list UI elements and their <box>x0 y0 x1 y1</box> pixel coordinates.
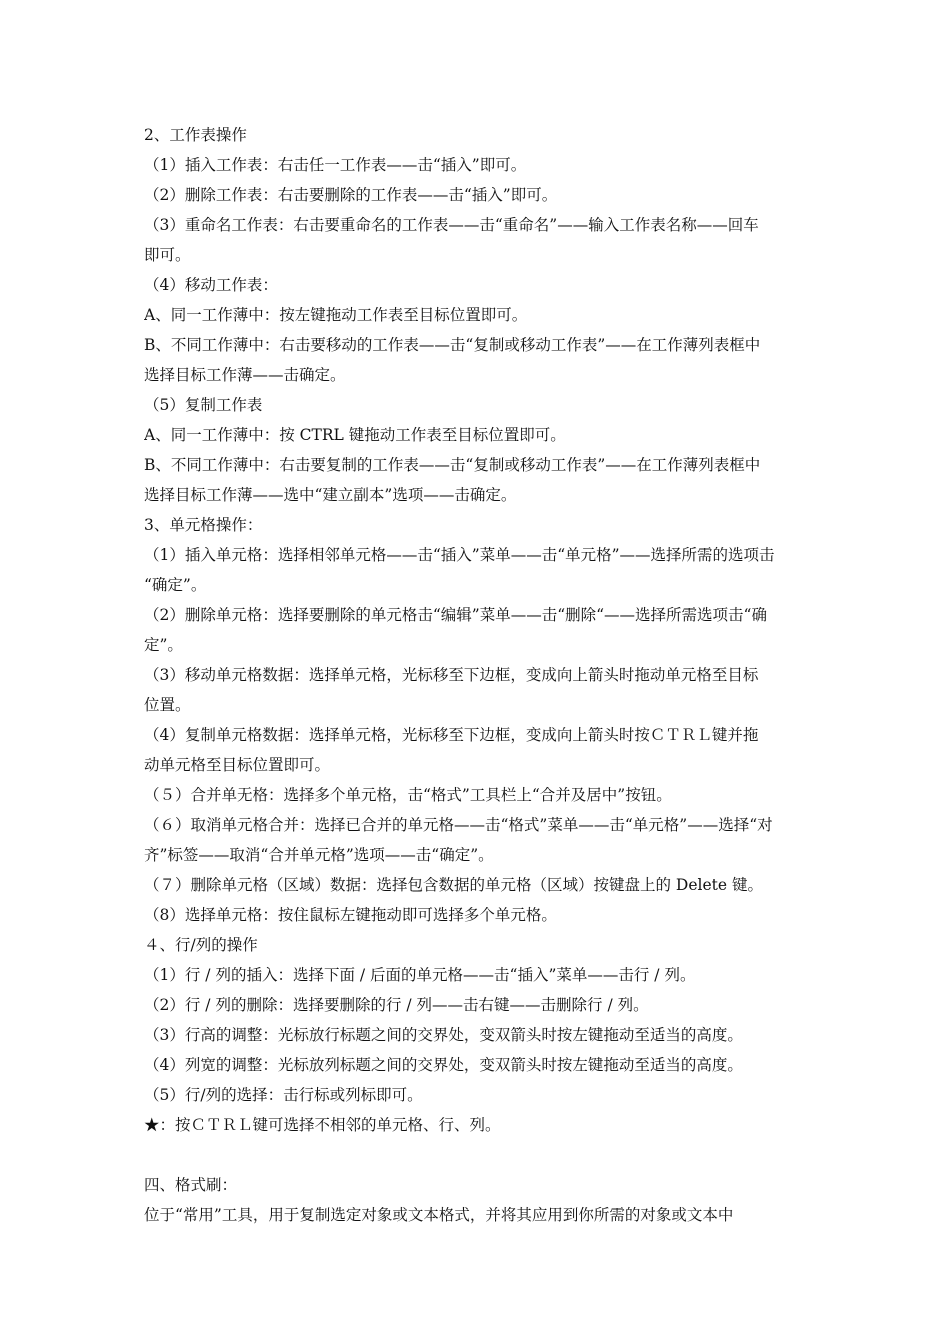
text-line: （2）删除工作表：右击要删除的工作表——击“插入”即可。 <box>144 186 558 204</box>
text-line: （７）删除单元格（区域）数据：选择包含数据的单元格（区域）按键盘上的 Delete 键。 <box>144 876 763 894</box>
text-line: （3）重命名工作表：右击要重命名的工作表——击“重命名”——输入工作表名称——回车 <box>144 216 759 234</box>
text-line: （６）取消单元格合并：选择已合并的单元格——击“格式”菜单——击“单元格”——选择“对 <box>144 816 773 834</box>
text-line: （５）合并单无格：选择多个单元格，击“格式”工具栏上“合并及居中”按钮。 <box>144 786 672 804</box>
text-line: （1）插入单元格：选择相邻单元格——击“插入”菜单——击“单元格”——选择所需的选项击 <box>144 546 775 564</box>
text-line: （3）行高的调整：光标放行标题之间的交界处，变双箭头时按左键拖动至适当的高度。 <box>144 1026 743 1044</box>
text-line: （8）选择单元格：按住鼠标左键拖动即可选择多个单元格。 <box>144 906 557 924</box>
document-content <box>144 120 810 1230</box>
text-line: （3）移动单元格数据：选择单元格，光标移至下边框，变成向上箭头时拖动单元格至目标 <box>144 666 759 684</box>
text-line: 位于“常用”工具，用于复制选定对象或文本格式，并将其应用到你所需的对象或文本中 <box>144 1206 734 1224</box>
text-line: （4）复制单元格数据：选择单元格，光标移至下边框，变成向上箭头时按ＣＴＲＬ键并拖 <box>144 726 759 744</box>
text-line: ★：按ＣＴＲＬ键可选择不相邻的单元格、行、列。 <box>144 1116 501 1134</box>
text-line: 选择目标工作薄——击确定。 <box>144 366 346 384</box>
text-line: B、不同工作薄中：右击要移动的工作表——击“复制或移动工作表”——在工作薄列表框中 <box>144 336 761 354</box>
paragraph-gap <box>144 1140 810 1170</box>
text-line: （4）移动工作表： <box>144 276 278 294</box>
text-line: B、不同工作薄中：右击要复制的工作表——击“复制或移动工作表”——在工作薄列表框中 <box>144 456 761 474</box>
section-heading: 四、格式刷： <box>144 1176 238 1194</box>
text-line: 2、工作表操作 <box>144 126 247 144</box>
text-line: 动单元格至目标位置即可。 <box>144 756 331 774</box>
text-line: （5）行/列的选择：击行标或列标即可。 <box>144 1086 423 1104</box>
text-line: （4）列宽的调整：光标放列标题之间的交界处，变双箭头时按左键拖动至适当的高度。 <box>144 1056 743 1074</box>
text-line: A、同一工作薄中：按左键拖动工作表至目标位置即可。 <box>144 306 528 324</box>
text-line: 位置。 <box>144 696 191 714</box>
text-line: 即可。 <box>144 246 191 264</box>
text-line: ４、行/列的操作 <box>144 936 258 954</box>
text-line: （5）复制工作表 <box>144 396 263 414</box>
text-line: A、同一工作薄中：按 CTRL 键拖动工作表至目标位置即可。 <box>144 426 566 444</box>
text-line: 3、单元格操作： <box>144 516 263 534</box>
text-line: （1）插入工作表：右击任一工作表——击“插入”即可。 <box>144 156 527 174</box>
text-line: 定”。 <box>144 636 183 654</box>
text-line: （1）行 / 列的插入：选择下面 / 后面的单元格——击“插入”菜单——击行 / 列。 <box>144 966 696 984</box>
text-line: 选择目标工作薄——选中“建立副本”选项——击确定。 <box>144 486 517 504</box>
text-line: 齐”标签——取消“合并单元格”选项——击“确定”。 <box>144 846 494 864</box>
text-line: （2）行 / 列的删除：选择要删除的行 / 列——击右键——击删除行 / 列。 <box>144 996 649 1014</box>
text-line: （2）删除单元格：选择要删除的单元格击“编辑”菜单——击“删除“——选择所需选项击“确 <box>144 606 767 624</box>
text-line: “确定”。 <box>144 576 207 594</box>
